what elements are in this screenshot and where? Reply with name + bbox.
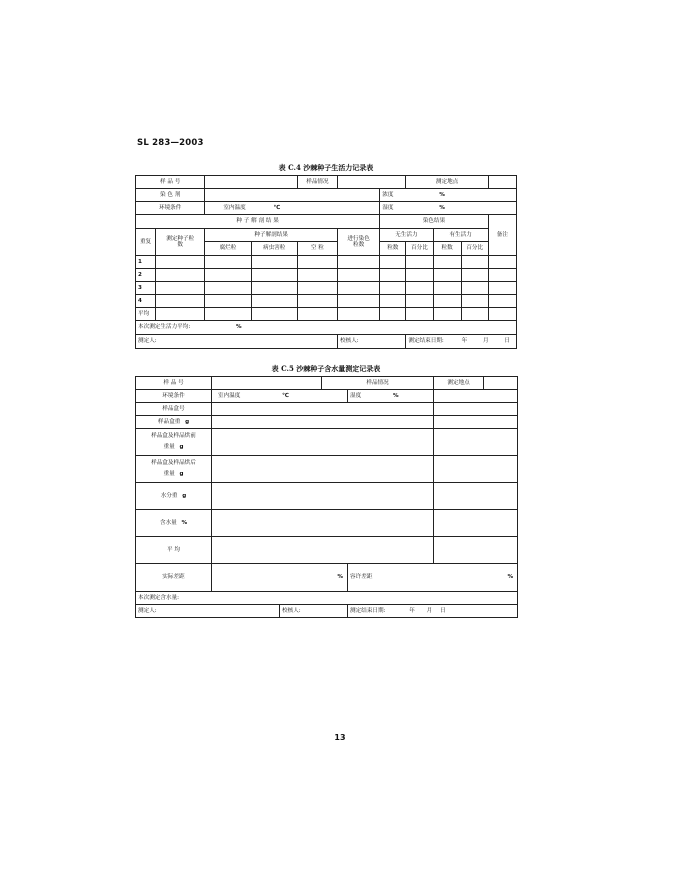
- table-c5-caption: 表 C.5 沙棘种子含水量测定记录表: [271, 364, 381, 373]
- cell[interactable]: [434, 510, 518, 537]
- c5-allowed-diff-unit: %: [507, 574, 514, 581]
- c4-has-vitality-header: 有生活力: [433, 229, 488, 242]
- c4-sample-no-value[interactable]: [205, 176, 297, 189]
- cell[interactable]: [488, 295, 516, 308]
- c5-after-dry-line2: 重量: [163, 471, 175, 477]
- c4-row-label: 平均: [136, 308, 156, 321]
- c5-moisture-label: [136, 510, 212, 537]
- c5-box-weight-unit: g: [185, 418, 190, 425]
- c5-env-label: 环境条件: [136, 390, 212, 403]
- c4-humidity[interactable]: [380, 202, 517, 215]
- cell[interactable]: [380, 256, 406, 269]
- c5-summary-label: 本次测定含水量:: [138, 594, 180, 601]
- cell[interactable]: [251, 308, 297, 321]
- c4-repeat-header: 重复: [136, 229, 156, 256]
- table-c4-caption: 表 C.4 沙棘种子生活力记录表: [278, 163, 374, 172]
- c5-allowed-diff[interactable]: [348, 564, 518, 592]
- cell[interactable]: [212, 403, 434, 416]
- cell[interactable]: [380, 295, 406, 308]
- c5-room-temp[interactable]: [212, 390, 348, 403]
- cell[interactable]: [434, 429, 518, 456]
- cell[interactable]: [251, 256, 297, 269]
- c4-remark-header: 备注: [488, 215, 516, 256]
- table-row: [136, 256, 517, 269]
- cell[interactable]: [488, 308, 516, 321]
- cell[interactable]: [406, 269, 433, 282]
- cell[interactable]: [205, 269, 251, 282]
- c5-actual-diff-unit: %: [337, 574, 344, 581]
- cell[interactable]: [212, 483, 434, 510]
- c4-rotten-header: 腐烂粒: [205, 242, 251, 256]
- cell[interactable]: [433, 256, 461, 269]
- c4-sample-status-value[interactable]: [338, 176, 406, 189]
- cell[interactable]: [461, 282, 488, 295]
- c5-water-weight-label: [136, 483, 212, 510]
- cell[interactable]: [212, 456, 434, 483]
- c4-date-year: 年: [461, 338, 468, 345]
- cell[interactable]: [380, 269, 406, 282]
- c5-allowed-diff-label: 容许差距: [350, 574, 373, 581]
- c4-concentration-unit: %: [439, 191, 445, 198]
- c5-room-temp-unit: ℃: [282, 392, 289, 399]
- c5-summary[interactable]: [136, 592, 518, 605]
- c4-row-label: 3: [136, 282, 156, 295]
- c4-end-date-label: 测定结束日期:: [408, 338, 444, 345]
- c4-location-value[interactable]: [488, 176, 516, 189]
- table-row: [136, 295, 517, 308]
- c4-humidity-unit: %: [439, 204, 445, 211]
- c5-after-dry-unit: g: [179, 471, 184, 477]
- c5-water-weight-unit: g: [182, 492, 187, 499]
- c4-date-day: 日: [504, 338, 510, 345]
- cell[interactable]: [338, 282, 380, 295]
- c5-checker-label: 校核人:: [282, 607, 301, 614]
- c4-count2-header: 粒数: [433, 242, 461, 256]
- cell[interactable]: [212, 510, 434, 537]
- c4-stain-label: 染 色 剂: [136, 189, 205, 202]
- cell[interactable]: [156, 295, 205, 308]
- cell[interactable]: [434, 416, 518, 429]
- c4-row-label: 4: [136, 295, 156, 308]
- c4-stain-value[interactable]: [205, 189, 380, 202]
- cell[interactable]: [338, 256, 380, 269]
- c5-checker[interactable]: [280, 605, 348, 618]
- cell[interactable]: [297, 256, 337, 269]
- c4-checker[interactable]: [338, 335, 406, 349]
- cell[interactable]: [297, 269, 337, 282]
- cell[interactable]: [205, 295, 251, 308]
- cell[interactable]: [212, 537, 434, 564]
- cell[interactable]: [297, 295, 337, 308]
- cell[interactable]: [338, 308, 380, 321]
- c4-concentration[interactable]: [380, 189, 517, 202]
- c5-actual-diff-value[interactable]: [212, 564, 348, 592]
- c4-tested-seeds-header: 测定种子粒数: [156, 229, 205, 256]
- c5-date-year: 年: [409, 607, 415, 614]
- c4-stain-seeds-header: 进行染色粒数: [338, 229, 380, 256]
- table-c4: [135, 175, 517, 349]
- cell[interactable]: [297, 282, 337, 295]
- cell[interactable]: [205, 282, 251, 295]
- c4-row-label: 2: [136, 269, 156, 282]
- cell[interactable]: [434, 483, 518, 510]
- c5-tester-label: 测定人:: [138, 607, 157, 614]
- c4-empty-header: 空 粒: [297, 242, 337, 256]
- c4-room-temp-unit: ℃: [273, 204, 281, 211]
- cell[interactable]: [433, 269, 461, 282]
- c5-humidity[interactable]: [348, 390, 434, 403]
- c4-location-label: 测定地点: [406, 176, 488, 189]
- c5-humidity-label: 湿度: [350, 392, 362, 399]
- cell[interactable]: [434, 537, 518, 564]
- cell[interactable]: [297, 308, 337, 321]
- c4-sample-status-label: 样品情况: [297, 176, 337, 189]
- document-code: SL 283—2003: [137, 138, 204, 148]
- c4-date-month: 月: [482, 338, 489, 345]
- c5-water-weight-text: 水分重: [160, 492, 178, 499]
- c5-end-date-label: 测定结束日期:: [350, 607, 386, 614]
- c4-dissect-sub-header: 种子解剖结果: [205, 229, 338, 242]
- c4-env-label: 环境条件: [136, 202, 205, 215]
- cell[interactable]: [406, 295, 433, 308]
- c5-actual-diff-label: 实际差距: [136, 564, 212, 592]
- c5-before-dry-label: [136, 429, 212, 456]
- c4-tester[interactable]: [136, 335, 338, 349]
- cell[interactable]: [434, 456, 518, 483]
- c5-box-weight-text: 样品盒重: [157, 418, 181, 425]
- c5-sample-no-label: 样 品 号: [136, 377, 212, 390]
- cell[interactable]: [205, 256, 251, 269]
- cell[interactable]: [461, 269, 488, 282]
- table-c5: [135, 376, 518, 618]
- cell[interactable]: [406, 308, 433, 321]
- cell[interactable]: [156, 308, 205, 321]
- c4-row-label: 1: [136, 256, 156, 269]
- cell[interactable]: [488, 282, 516, 295]
- cell[interactable]: [434, 403, 518, 416]
- c5-moisture-unit: %: [181, 519, 188, 526]
- c5-tester[interactable]: [136, 605, 280, 618]
- cell[interactable]: [433, 295, 461, 308]
- c4-room-temp[interactable]: [205, 202, 380, 215]
- cell[interactable]: [433, 308, 461, 321]
- c4-summary-unit: %: [236, 324, 242, 331]
- c4-concentration-label: 浓度: [382, 191, 394, 198]
- cell[interactable]: [433, 282, 461, 295]
- c4-humidity-label: 湿度: [382, 204, 394, 211]
- c5-date-day: 日: [440, 607, 446, 614]
- c4-pct1-header: 百分比: [406, 242, 433, 256]
- page-number: 13: [334, 733, 346, 742]
- c5-location-value[interactable]: [484, 377, 518, 390]
- c5-after-dry-label: [136, 456, 212, 483]
- c5-sample-status-label: 样品情况: [322, 377, 434, 390]
- c4-stain-header: 染色结果: [380, 215, 489, 229]
- cell[interactable]: [461, 256, 488, 269]
- cell[interactable]: [380, 308, 406, 321]
- c4-count1-header: 粒数: [380, 242, 406, 256]
- c4-dissect-header: 种 子 解 剖 结 果: [136, 215, 380, 229]
- c4-tester-label: 测定人:: [138, 338, 157, 345]
- table-row: [136, 269, 517, 282]
- cell[interactable]: [156, 256, 205, 269]
- c5-room-temp-label: 室内温度: [218, 392, 241, 399]
- cell[interactable]: [251, 269, 297, 282]
- c5-end-date[interactable]: [348, 605, 518, 618]
- cell[interactable]: [156, 282, 205, 295]
- c5-env-extra[interactable]: [434, 390, 518, 403]
- cell[interactable]: [380, 282, 406, 295]
- cell[interactable]: [205, 308, 251, 321]
- cell[interactable]: [338, 269, 380, 282]
- c5-average-label: 平 均: [136, 537, 212, 564]
- c5-before-dry-line2: 重量: [163, 444, 175, 450]
- c5-before-dry-unit: g: [179, 444, 184, 450]
- c5-moisture-text: 含水量: [159, 519, 177, 526]
- cell[interactable]: [406, 256, 433, 269]
- c4-room-temp-label: 室内温度: [223, 204, 246, 211]
- c4-sample-no-label: 样 品 号: [136, 176, 205, 189]
- table-row: [136, 308, 517, 321]
- c5-box-weight-label: [136, 416, 212, 429]
- cell[interactable]: [251, 295, 297, 308]
- cell[interactable]: [461, 295, 488, 308]
- cell[interactable]: [488, 256, 516, 269]
- c4-checker-label: 校核人:: [340, 338, 359, 345]
- cell[interactable]: [338, 295, 380, 308]
- c4-insect-header: 病虫害粒: [251, 242, 297, 256]
- c5-box-no-label: 样品盒号: [136, 403, 212, 416]
- cell[interactable]: [251, 282, 297, 295]
- c5-location-label: 测定地点: [434, 377, 484, 390]
- c5-humidity-unit: %: [393, 392, 399, 399]
- c5-before-dry-line1: 样品盒及样品烘前: [151, 433, 196, 440]
- cell[interactable]: [406, 282, 433, 295]
- cell[interactable]: [461, 308, 488, 321]
- cell[interactable]: [212, 416, 434, 429]
- c4-no-vitality-header: 无生活力: [380, 229, 433, 242]
- c4-pct2-header: 百分比: [461, 242, 488, 256]
- c5-date-month: 月: [426, 607, 433, 614]
- cell[interactable]: [488, 269, 516, 282]
- cell[interactable]: [156, 269, 205, 282]
- cell[interactable]: [212, 429, 434, 456]
- c4-end-date[interactable]: [406, 335, 517, 349]
- c5-sample-no-value[interactable]: [212, 377, 322, 390]
- table-row: [136, 282, 517, 295]
- c5-after-dry-line1: 样品盒及样品烘后: [151, 460, 196, 467]
- c4-summary[interactable]: [136, 321, 517, 335]
- c4-summary-label: 本次测定生活力平均:: [138, 324, 191, 331]
